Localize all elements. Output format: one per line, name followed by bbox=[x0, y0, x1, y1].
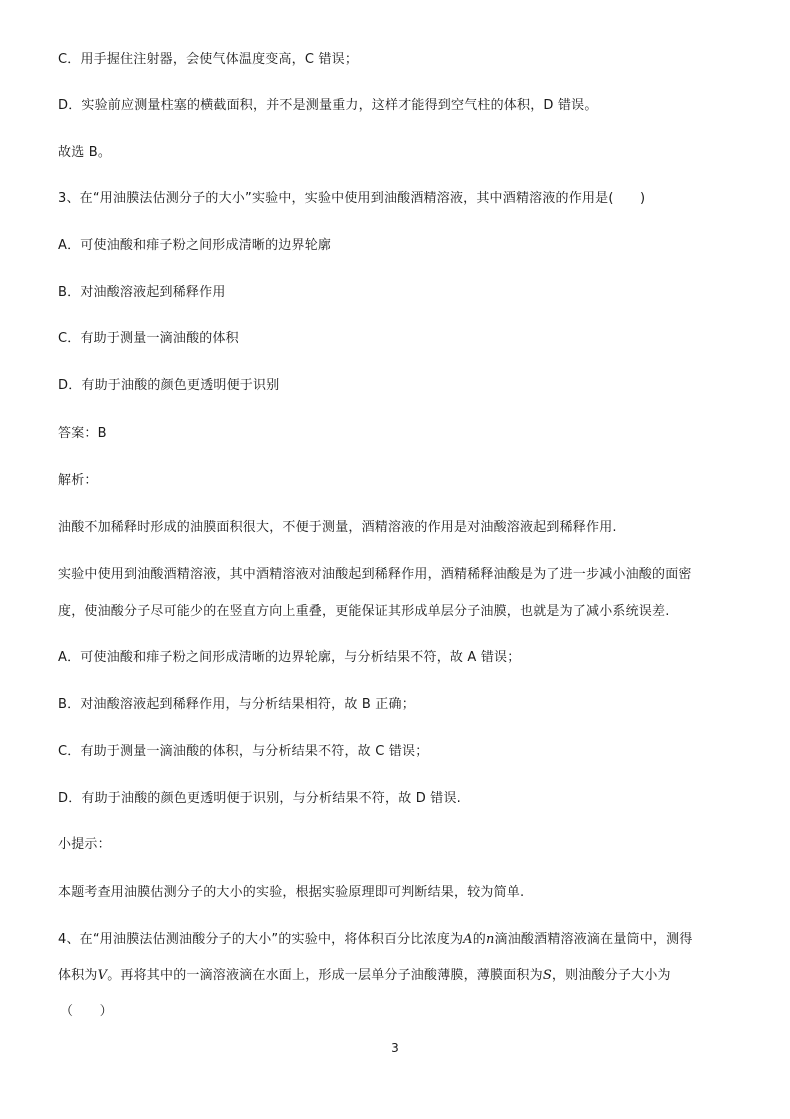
question-3-option-c: C．有助于测量一滴油酸的体积 bbox=[58, 331, 239, 346]
question-4-stem-line-2 bbox=[58, 967, 671, 985]
question-3-option-d: D．有助于油酸的颜色更透明便于识别 bbox=[58, 378, 280, 393]
variable-a: A bbox=[463, 932, 473, 947]
q4-text-segment: 。再将其中的一滴溶液滴在水面上，形成一层单分子油酸薄膜，薄膜面积为 bbox=[107, 968, 543, 983]
page-number: 3 bbox=[391, 1041, 399, 1055]
answer-label: 答案：B bbox=[58, 426, 107, 441]
question-4-stem-line-1 bbox=[58, 931, 693, 949]
analysis-paragraph-1: 油酸不加稀释时形成的油膜面积很大，不便于测量，酒精溶液的作用是对油酸溶液起到稀释作用. bbox=[58, 520, 617, 535]
q4-text-segment: ，则油酸分子大小为 bbox=[551, 968, 671, 983]
q4-text-segment: 4、在“用油膜法估测油酸分子的大小”的实验中，将体积百分比浓度为 bbox=[58, 932, 464, 947]
q4-text-segment: 滴油酸酒精溶液滴在量筒中，测得 bbox=[494, 932, 693, 947]
question-3-option-b: B．对油酸溶液起到稀释作用 bbox=[58, 285, 226, 300]
variable-v: V bbox=[97, 968, 108, 983]
variable-n: n bbox=[485, 932, 495, 947]
question-3-stem: 3、在“用油膜法估测分子的大小”实验中，实验中使用到油酸酒精溶液，其中酒精溶液的作用是( ) bbox=[58, 191, 646, 206]
option-c-explanation: C．用手握住注射器，会使气体温度变高，C 错误； bbox=[58, 52, 359, 67]
tip-heading: 小提示： bbox=[58, 837, 111, 852]
analysis-option-b: B．对油酸溶液起到稀释作用，与分析结果相符，故 B 正确； bbox=[58, 697, 415, 712]
tip-text: 本题考查用油膜估测分子的大小的实验，根据实验原理即可判断结果，较为简单. bbox=[58, 885, 525, 900]
analysis-option-c: C．有助于测量一滴油酸的体积，与分析结果不符，故 C 错误； bbox=[58, 744, 429, 759]
analysis-option-a: A．可使油酸和痱子粉之间形成清晰的边界轮廓，与分析结果不符，故 A 错误； bbox=[58, 650, 521, 665]
q4-text-segment: 体积为 bbox=[58, 968, 98, 983]
analysis-paragraph-2-line-2: 度，使油酸分子尽可能少的在竖直方向上重叠，更能保证其形成单层分子油膜，也就是为了减小系统误差. bbox=[58, 604, 670, 619]
answer-conclusion: 故选 B。 bbox=[58, 145, 112, 160]
variable-s: S bbox=[542, 968, 552, 983]
question-4-answer-blank: （ ） bbox=[60, 1004, 113, 1019]
q4-text-segment: 的 bbox=[472, 932, 486, 947]
analysis-paragraph-2-line-1: 实验中使用到油酸酒精溶液，其中酒精溶液对油酸起到稀释作用，酒精稀释油酸是为了进一步减小油酸的面密 bbox=[58, 567, 692, 582]
analysis-option-d: D．有助于油酸的颜色更透明便于识别，与分析结果不符，故 D 错误. bbox=[58, 791, 462, 806]
question-3-option-a: A．可使油酸和痱子粉之间形成清晰的边界轮廓 bbox=[58, 238, 332, 253]
option-d-explanation: D．实验前应测量柱塞的横截面积，并不是测量重力，这样才能得到空气柱的体积，D 错误。 bbox=[58, 98, 598, 113]
analysis-heading: 解析： bbox=[58, 473, 98, 488]
